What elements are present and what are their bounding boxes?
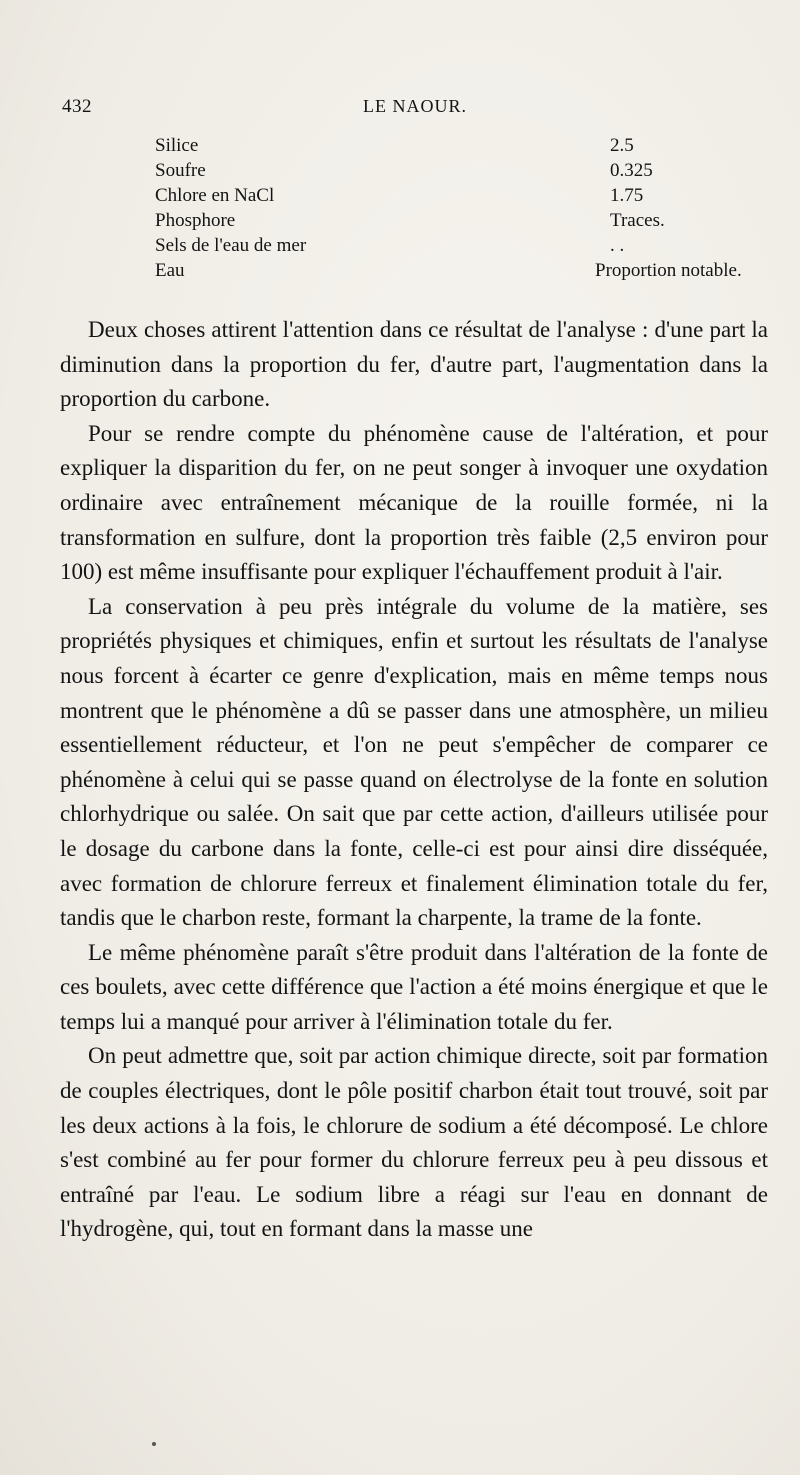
analysis-label: Chlore en NaCl [155, 185, 275, 206]
page-number: 432 [62, 96, 92, 117]
analysis-row [155, 183, 770, 208]
analysis-label: Sels de l'eau de mer [155, 235, 307, 256]
analysis-label: Soufre [155, 160, 206, 181]
analysis-value: 0.325 [610, 160, 653, 181]
analysis-table [155, 133, 770, 283]
body-text [60, 313, 768, 1247]
running-title: LE NAOUR. [363, 96, 467, 116]
analysis-row [155, 133, 770, 158]
analysis-value: . . [610, 235, 625, 256]
analysis-label: Eau [155, 260, 185, 281]
analysis-row [155, 208, 770, 233]
analysis-row [155, 233, 770, 258]
analysis-value: Proportion notable. [595, 260, 742, 281]
paragraph: On peut admettre que, soit par action chimique directe, soit par formation de couples électriques, dont le pôle positif charbon était tout trouvé, soit par les deux actions à la fois, le chlorure de sodium a été décomposé. Le chlore s'est combiné au fer pour former du chlorure ferreux peu à peu dissous et entraîné par l'eau. Le sodium libre a réagi sur l'eau en donnant de l'hydrogène, qui, tout en formant dans la masse une [60, 1043, 768, 1242]
page-header [62, 96, 768, 126]
analysis-value: 2.5 [610, 135, 634, 156]
paragraph: La conservation à peu près intégrale du volume de la matière, ses propriétés physiques et chimiques, enfin et surtout les résultats de l'analyse nous forcent à écarter ce genre d'explication, mais en même temps nous montrent que le phénomène a dû se passer dans une atmosphère, un milieu essentiellement réducteur, et l'on ne peut s'empêcher de comparer ce phénomène à celui qui se passe quand on électrolyse de la fonte en solution chlorhydrique ou salée. On sait que par cette action, d'ailleurs utilisée pour le dosage du carbone dans la fonte, celle-ci est pour ainsi dire disséquée, avec formation de chlorure ferreux et finalement élimination totale du fer, tandis que le charbon reste, formant la charpente, la trame de la fonte. [60, 593, 768, 931]
paragraph: Deux choses attirent l'attention dans ce résultat de l'analyse : d'une part la diminution dans la proportion du fer, d'autre part, l'augmentation dans la proportion du carbone. [60, 317, 768, 412]
print-speck [152, 1442, 156, 1446]
paragraph: Pour se rendre compte du phénomène cause de l'altération, et pour expliquer la disparition du fer, on ne peut songer à invoquer une oxydation ordinaire avec entraînement mécanique de la rouille formée, ni la transformation en sulfure, dont la proportion très faible (2,5 environ pour 100) est même insuffisante pour expliquer l'échauffement produit à l'air. [60, 420, 768, 585]
analysis-label: Phosphore [155, 210, 236, 231]
analysis-value: 1.75 [610, 185, 644, 206]
paragraph: Le même phénomène paraît s'être produit dans l'altération de la fonte de ces boulets, avec cette différence que l'action a été moins énergique et que le temps lui a manqué pour arriver à l'élimination totale du fer. [60, 939, 768, 1034]
analysis-row [155, 158, 770, 183]
analysis-label: Silice [155, 135, 199, 156]
analysis-row [155, 258, 770, 283]
analysis-value: Traces. [610, 210, 665, 231]
